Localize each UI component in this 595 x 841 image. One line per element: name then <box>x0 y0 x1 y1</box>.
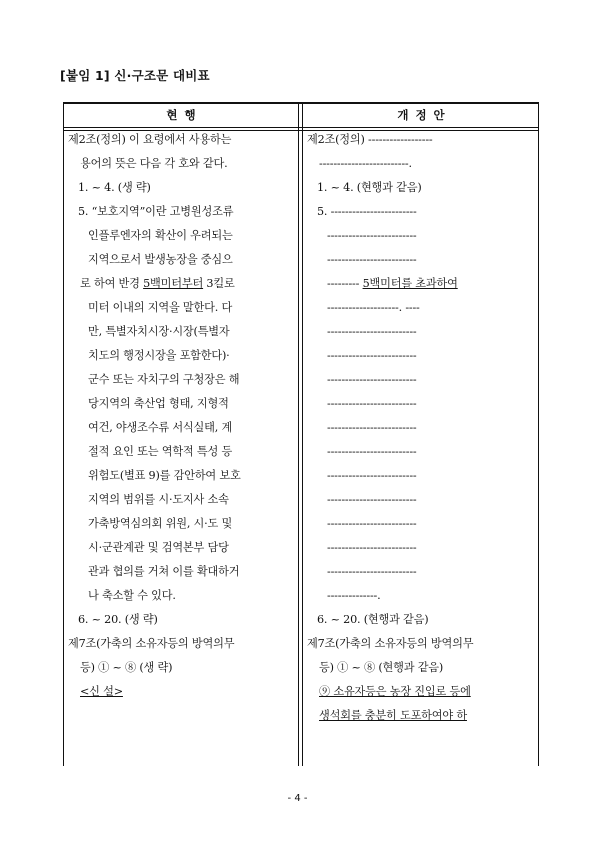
page-number: - 4 - <box>287 793 308 804</box>
current-line: 위험도(별표 9)를 감안하여 보호 <box>88 469 241 482</box>
revised-underlined-text: 생석회를 충분히 도포하여야 하 <box>319 709 467 722</box>
revised-line: 1. ~ 4. (현행과 같음) <box>317 181 422 194</box>
column-divider-2 <box>302 102 303 766</box>
revised-line <box>319 704 467 728</box>
revised-line: 제7조(가축의 소유자등의 방역의무 <box>307 637 474 650</box>
current-line: 용어의 뜻은 다음 각 호와 같다. <box>80 157 228 170</box>
revised-line: ------------------------- <box>327 469 417 482</box>
revised-line: 6. ~ 20. (현행과 같음) <box>317 613 429 626</box>
current-line: 1. ~ 4. (생 략) <box>78 181 151 194</box>
current-text: 로 하여 반경 <box>80 277 144 290</box>
header-current: 현 행 <box>166 108 196 122</box>
current-text: 3킬로 <box>203 277 235 290</box>
current-line: 미터 이내의 지역을 말한다. 다 <box>88 301 233 314</box>
column-divider <box>298 102 299 766</box>
table-left-border <box>63 102 64 766</box>
current-line: 등) ① ~ ⑧ (생 략) <box>80 661 173 674</box>
current-line: 군수 또는 자치구의 구청장은 해 <box>88 373 240 386</box>
revised-text: --------- <box>327 277 363 290</box>
current-line: 관과 협의를 거쳐 이를 확대하거 <box>88 565 240 578</box>
revised-line: 등) ① ~ ⑧ (현행과 같음) <box>319 661 444 674</box>
revised-line: --------------------. ---- <box>327 301 420 314</box>
current-line: 나 축소할 수 있다. <box>88 589 176 602</box>
current-line: 치도의 행정시장을 포함한다)· <box>88 349 230 362</box>
revised-underlined-text: 5백미터를 초과하여 <box>362 277 458 290</box>
revised-line: ------------------------- <box>327 349 417 362</box>
revised-line: 제2조(정의) ------------------ <box>307 133 433 146</box>
revised-line: ------------------------- <box>327 493 417 506</box>
revised-line: ------------------------- <box>327 517 417 530</box>
current-underlined-text: 5백미터부터 <box>143 277 204 290</box>
current-line: 6. ~ 20. (생 략) <box>78 613 158 626</box>
current-line: 절적 요인 또는 역학적 특성 등 <box>88 445 233 458</box>
current-line: 제7조(가축의 소유자등의 방역의무 <box>68 637 235 650</box>
revised-line: ------------------------- <box>327 565 417 578</box>
revised-underlined-text: ⑨ 소유자등은 농장 진입로 등에 <box>319 685 471 698</box>
current-line: 지역으로서 발생농장을 중심으 <box>88 253 233 266</box>
document-title: [붙임 1] 신·구조문 대비표 <box>60 68 210 83</box>
current-line: 제2조(정의) 이 요령에서 사용하는 <box>68 133 232 146</box>
revised-line <box>319 680 471 704</box>
revised-line: ------------------------- <box>327 253 417 266</box>
revised-line: --------------. <box>327 589 381 602</box>
revised-line: ------------------------- <box>327 325 417 338</box>
revised-line <box>327 272 458 296</box>
table-right-border <box>538 102 539 766</box>
revised-line: -------------------------. <box>319 157 412 170</box>
revised-line: ------------------------- <box>327 229 417 242</box>
header-revised: 개 정 안 <box>397 108 445 122</box>
current-underlined-text: <신 설> <box>80 685 123 698</box>
current-line: 5. “보호지역”이란 고병원성조류 <box>78 205 234 218</box>
revised-line: ------------------------- <box>327 421 417 434</box>
revised-line: ------------------------- <box>327 373 417 386</box>
current-line: 만, 특별자치시장·시장(특별자 <box>88 325 230 338</box>
revised-line: ------------------------- <box>327 445 417 458</box>
revised-line: ------------------------- <box>327 541 417 554</box>
current-line <box>80 272 235 296</box>
current-line: 지역의 범위를 시·도지사 소속 <box>88 493 229 506</box>
current-line <box>80 680 123 704</box>
revised-line: 5. ------------------------ <box>317 205 417 218</box>
current-line: 여건, 야생조수류 서식실태, 계 <box>88 421 233 434</box>
revised-line: ------------------------- <box>327 397 417 410</box>
current-line: 가축방역심의회 위원, 시·도 및 <box>88 517 233 530</box>
current-line: 당지역의 축산업 형태, 지형적 <box>88 397 229 410</box>
current-line: 시·군관계관 및 검역본부 담당 <box>88 541 229 554</box>
current-line: 인플루엔자의 확산이 우려되는 <box>88 229 233 242</box>
